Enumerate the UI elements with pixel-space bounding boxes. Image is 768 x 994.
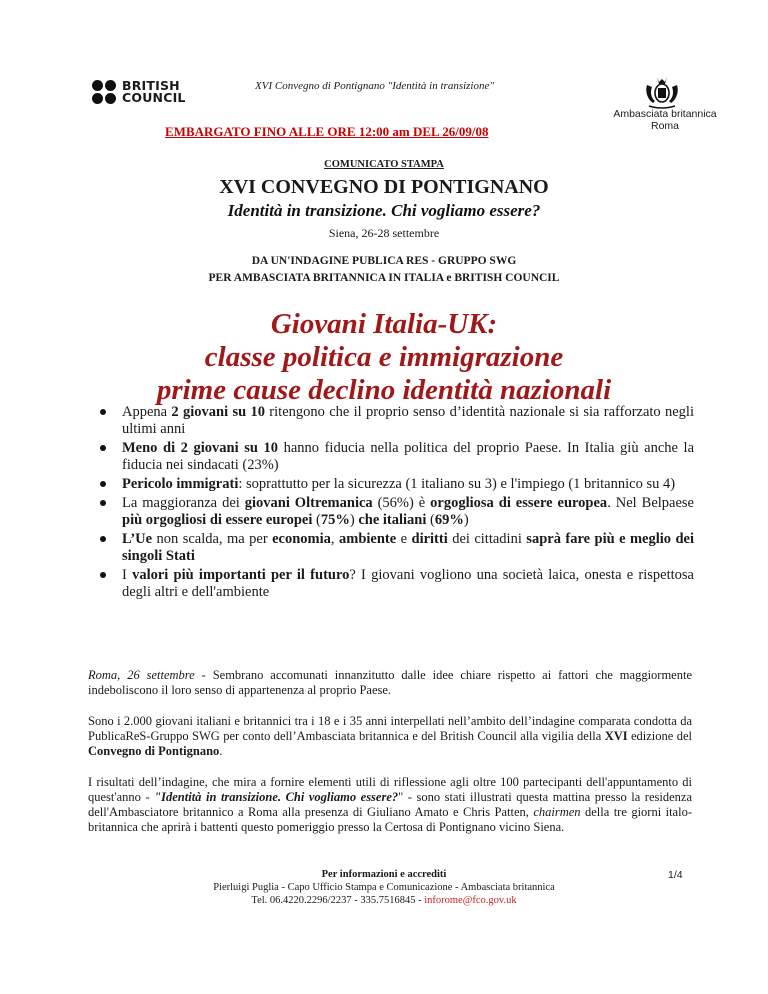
footer-contacts [0,868,768,907]
bullet-icon [100,445,106,451]
list-item: L’Ue non scalda, ma per economia, ambiente e diritti dei cittadini saprà fare più e meglio dei singoli Stati [100,531,694,565]
royal-crest-icon [641,73,683,111]
logo-dots-icon [92,80,116,104]
headline-line3: prime cause declino identità nazionali [156,374,612,406]
list-item: Meno di 2 giovani su 10 hanno fiducia nella politica del proprio Paese. In Italia giù anche la fiducia nei sindacati (23%) [100,440,694,474]
footer-heading: Per informazioni e accrediti [321,869,447,880]
bullet-icon [100,409,106,415]
british-council-logo [92,80,186,104]
list-item: Pericolo immigrati: soprattutto per la sicurezza (1 italiano su 3) e l'impiego (1 britannico su 4) [100,476,694,493]
headline-line1: Giovani Italia-UK: [270,308,498,340]
convention-title: XVI CONVEGNO DI PONTIGNANO [219,176,549,198]
headline [0,308,768,407]
footer-phone-line: Tel. 06.4220.2296/2237 - 335.7516845 - inforome@fco.gov.uk [251,895,517,906]
bullet-icon [100,572,106,578]
bullet-icon [100,500,106,506]
convention-subtitle: Identità in transizione. Chi vogliamo essere? [227,201,541,220]
footer-email-link[interactable]: inforome@fco.gov.uk [424,895,517,906]
body-paragraph-2: Sono i 2.000 giovani italiani e britannici tra i 18 e i 35 anni interpellati nell’ambito dell’indagine comparata condotta da PublicaReS-Gruppo SWG per conto dell’Ambasciata britannica e del British Council alla vigilia della XVI edizione del Convegno di Pontignano. [88,714,692,758]
bullet-icon [100,481,106,487]
list-item: La maggioranza dei giovani Oltremanica (56%) è orgogliosa di essere europea. Nel Belpaese più orgogliosi di essere europei (75%) che italiani (69%) [100,495,694,529]
logo-line2: COUNCIL [122,90,186,105]
embargo-notice: EMBARGATO FINO ALLE ORE 12:00 am DEL 26/09/08 [165,124,489,139]
place-date: Siena, 26-28 settembre [328,226,440,240]
survey-source-line2: PER AMBASCIATA BRITANNICA IN ITALIA e BRITISH COUNCIL [208,272,560,284]
list-item: I valori più importanti per il futuro? I giovani vogliono una società laica, onesta e rispettosa degli altri e dell'ambiente [100,567,694,601]
list-item: Appena 2 giovani su 10 ritengono che il proprio senso d’identità nazionale si sia rafforzato negli ultimi anni [100,404,694,438]
body-paragraph-3: I risultati dell’indagine, che mira a fornire elementi utili di riflessione agli oltre 100 partecipanti dell'appuntamento di quest'anno - "Identità in transizione. Chi vogliamo essere?" - sono stati illustrati questa mattina presso la residenza dell'Ambasciatore britannico a Roma alla presenza di Giuliano Amato e Chris Patten, chairmen della tre giorni italo-britannica che aprirà i battenti questo pomeriggio presso la Certosa di Pontignano vicino Siena. [88,775,692,834]
embassy-label: Ambasciata britannica Roma [613,108,717,132]
key-findings-list [100,404,694,603]
page-number: 1/4 [668,869,683,881]
survey-source-line1: DA UN'INDAGINE PUBLICA RES - GRUPPO SWG [251,255,517,267]
press-release-label: COMUNICATO STAMPA [324,159,444,170]
bullet-icon [100,536,106,542]
footer-contact-name: Pierluigi Puglia - Capo Ufficio Stampa e Comunicazione - Ambasciata britannica [213,882,555,893]
header-event-title: XVI Convegno di Pontignano "Identità in transizione" [255,80,494,92]
body-paragraph-1: Roma, 26 settembre - Sembrano accomunati innanzitutto dalle idee chiare rispetto ai fattori che maggiormente indeboliscono il loro senso di appartenenza al proprio Paese. [88,668,692,697]
headline-line2: classe politica e immigrazione [204,341,564,373]
logo-line1: BRITISH [122,78,180,93]
